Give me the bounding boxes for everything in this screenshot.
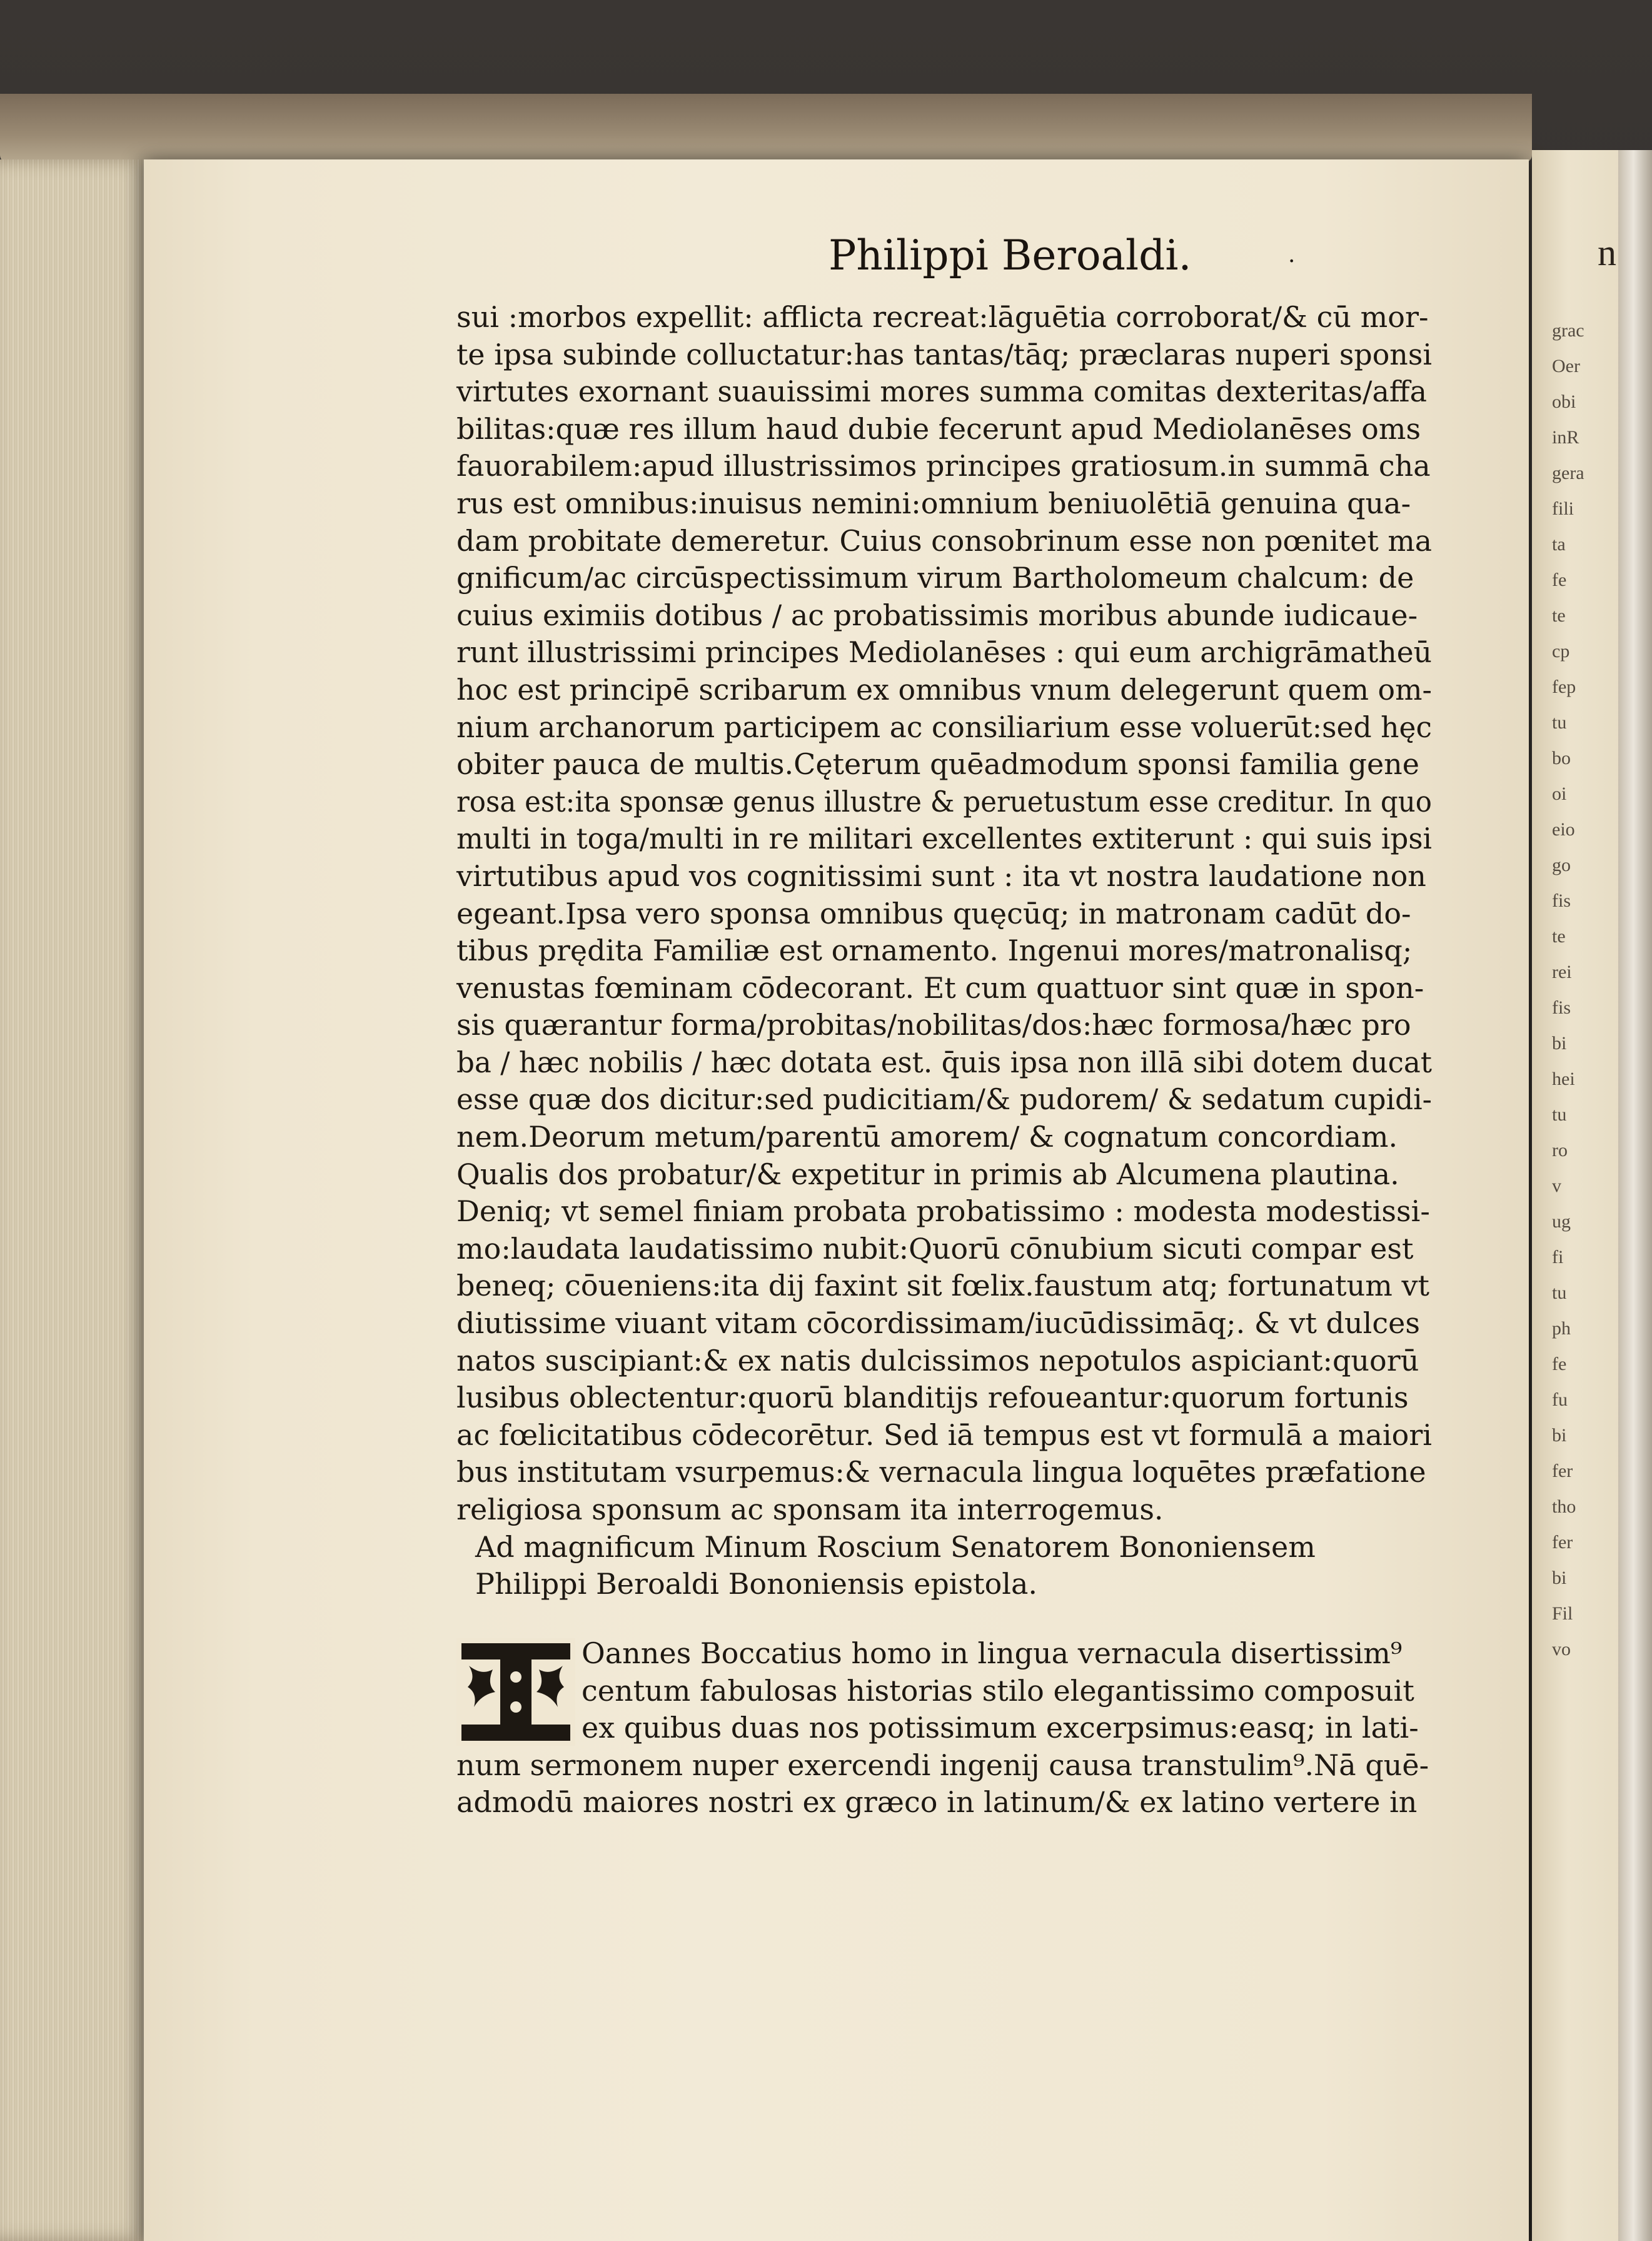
text-line: lusibus oblectentur:quorū blanditijs refoueantur:quorum fortunis — [456, 1381, 1409, 1415]
text-line: bus institutam vsurpemus:& vernacula lingua loquētes præfatione — [456, 1455, 1426, 1489]
facing-page-fragment: bi — [1552, 1425, 1567, 1446]
facing-page-fragment: hei — [1552, 1069, 1575, 1089]
text-line: ac fœlicitatibus cōdecorētur. Sed iā tempus est vt formulā a maiori — [456, 1418, 1432, 1452]
text-line: egeant.Ipsa vero sponsa omnibus quęcūq; in matronam cadūt do- — [456, 896, 1411, 930]
facing-page-fragment: tu — [1552, 1282, 1567, 1303]
text-line: te ipsa subinde colluctatur:has tantas/tāq; præclaras nuperi sponsi — [456, 337, 1432, 371]
facing-page-fragment: tu — [1552, 1104, 1567, 1125]
facing-page-fragment: obi — [1552, 391, 1576, 412]
text-line: Qualis dos probatur/& expetitur in primis ab Alcumena plautina. — [456, 1157, 1399, 1191]
epistle-line: ex quibus duas nos potissimum excerpsimus:easq; in lati- — [582, 1711, 1419, 1745]
decorated-initial-i-icon — [456, 1638, 575, 1746]
facing-page-fragment: ph — [1552, 1318, 1571, 1339]
header-mark: · — [1288, 249, 1296, 274]
facing-page-fragment: te — [1552, 605, 1566, 626]
text-line: runt illustrissimi principes Mediolanēses : qui eum archigrāmatheū — [456, 635, 1432, 670]
facing-page-fragment: fep — [1552, 677, 1576, 697]
facing-page-fragment: vo — [1552, 1639, 1571, 1659]
text-line: sui :morbos expellit: afflicta recreat:lāguētia corroborat/& cū mor- — [456, 300, 1429, 334]
facing-page-fragment: fili — [1552, 498, 1574, 519]
text-line: tibus prędita Familiæ est ornamento. Ingenui mores/matronalisq; — [456, 934, 1413, 968]
facing-page-header: n — [1598, 232, 1616, 273]
text-line: dam probitate demeretur. Cuius consobrinum esse non pœnitet ma — [456, 523, 1432, 558]
text-line: ba / hæc nobilis / hæc dotata est. q̄uis ipsa non illā sibi dotem ducat — [456, 1045, 1432, 1079]
facing-page-fragment: bi — [1552, 1568, 1567, 1588]
facing-page-fragment: oi — [1552, 783, 1567, 804]
facing-page-fragment: fis — [1552, 890, 1571, 911]
epistle-title-line: Ad magnificum Minum Roscium Senatorem Bononiensem — [475, 1529, 1316, 1564]
book-top-edge — [0, 94, 1532, 163]
facing-page-fragment: fi — [1552, 1247, 1564, 1267]
facing-page-fragment: inR — [1552, 427, 1579, 448]
facing-page-fragment: v — [1552, 1176, 1561, 1196]
running-header: Philippi Beroaldi. — [829, 231, 1192, 279]
facing-page-fragment: bi — [1552, 1033, 1567, 1054]
text-line: diutissime viuant vitam cōcordissimam/iucūdissimāq;. & vt dulces — [456, 1306, 1420, 1341]
epistle-line: num sermonem nuper exercendi ingenij causa transtulim⁹.Nā quē- — [456, 1748, 1429, 1782]
text-line: cuius eximiis dotibus / ac probatissimis moribus abunde iudicaue- — [456, 598, 1418, 632]
text-line: Deniq; vt semel finiam probata probatissimo : modesta modestissi- — [456, 1194, 1430, 1229]
text-line: religiosa sponsum ac sponsam ita interrogemus. — [456, 1493, 1164, 1526]
facing-page-fragment: fis — [1552, 997, 1571, 1018]
text-line: gnificum/ac circūspectissimum virum Bartholomeum chalcum: de — [456, 561, 1414, 595]
facing-page-fragment: ta — [1552, 534, 1566, 555]
text-line: natos suscipiant:& ex natis dulcissimos nepotulos aspiciant:quorū — [456, 1343, 1419, 1377]
decorated-initial — [456, 1638, 575, 1746]
book-page-edges — [0, 159, 156, 2241]
text-line: mo:laudata laudatissimo nubit:Quorū cōnubium sicuti compar est — [456, 1231, 1414, 1266]
facing-page-fragment: rei — [1552, 962, 1572, 982]
text-line: bilitas:quæ res illum haud dubie fecerunt apud Mediolanēses oms — [456, 411, 1421, 446]
facing-page-fragment: eio — [1552, 819, 1575, 840]
text-line: hoc est principē scribarum ex omnibus vnum delegerunt quem om- — [456, 672, 1432, 707]
text-line: multi in toga/multi in re militari excellentes extiterunt : qui suis ipsi — [456, 822, 1432, 856]
facing-page-fragment: fu — [1552, 1389, 1568, 1410]
facing-page-fragment: fe — [1552, 570, 1567, 590]
facing-page-fragment: fe — [1552, 1354, 1567, 1374]
page-clamp — [1618, 150, 1652, 2241]
facing-page-fragment: fer — [1552, 1532, 1573, 1553]
facing-page-fragment: fer — [1552, 1461, 1573, 1481]
facing-page-fragment: tu — [1552, 712, 1567, 733]
facing-page-fragment: grac — [1552, 320, 1584, 341]
facing-page-fragment: cp — [1552, 641, 1570, 662]
facing-page-fragment: Oer — [1552, 356, 1580, 376]
body-text — [456, 299, 1432, 1603]
epistle-text — [456, 1635, 1432, 1821]
facing-page-fragment: tho — [1552, 1496, 1576, 1517]
text-line: virtutes exornant suauissimi mores summa comitas dexteritas/affa — [456, 375, 1428, 409]
facing-page-fragment: ug — [1552, 1211, 1571, 1232]
epistle-title-line: Philippi Beroaldi Bononiensis epistola. — [475, 1567, 1038, 1601]
epistle-line: Oannes Boccatius homo in lingua vernacula disertissim⁹ — [582, 1636, 1403, 1670]
epistle-line: admodū maiores nostri ex græco in latinum/& ex latino vertere in — [456, 1785, 1418, 1820]
text-line: beneq; cōueniens:ita dij faxint sit fœlix.faustum atq; fortunatum vt — [456, 1269, 1429, 1303]
facing-page-fragment: Fil — [1552, 1603, 1573, 1624]
text-line: esse quæ dos dicitur:sed pudicitiam/& pudorem/ & sedatum cupidi- — [456, 1082, 1432, 1117]
text-line: virtutibus apud vos cognitissimi sunt : ita vt nostra laudatione non — [456, 859, 1426, 893]
text-line: rus est omnibus:inuisus nemini:omnium beniuolētiā genuina qua- — [456, 486, 1411, 520]
text-line: nium archanorum participem ac consiliarium esse voluerūt:sed hęc — [456, 710, 1432, 744]
text-line: fauorabilem:apud illustrissimos principes gratiosum.in summā cha — [456, 449, 1431, 483]
text-line: obiter pauca de multis.Cęterum quēadmodum sponsi familia gene — [456, 747, 1420, 782]
text-line: sis quærantur forma/probitas/nobilitas/dos:hæc formosa/hæc pro — [456, 1008, 1411, 1042]
text-line: nem.Deorum metum/parentū amorem/ & cognatum concordiam. — [456, 1120, 1398, 1154]
facing-page-fragment: ro — [1552, 1140, 1568, 1161]
text-line: venustas fœminam cōdecorant. Et cum quattuor sint quæ in spon- — [456, 970, 1424, 1005]
text-line: rosa est:ita sponsæ genus illustre & peruetustum esse creditur. In quo — [456, 784, 1432, 818]
facing-page-fragment: go — [1552, 855, 1571, 875]
facing-page-fragment: gera — [1552, 463, 1584, 483]
epistle-line: centum fabulosas historias stilo elegantissimo composuit — [582, 1673, 1414, 1708]
facing-page-fragment: te — [1552, 926, 1566, 947]
facing-page-fragment: bo — [1552, 748, 1571, 768]
